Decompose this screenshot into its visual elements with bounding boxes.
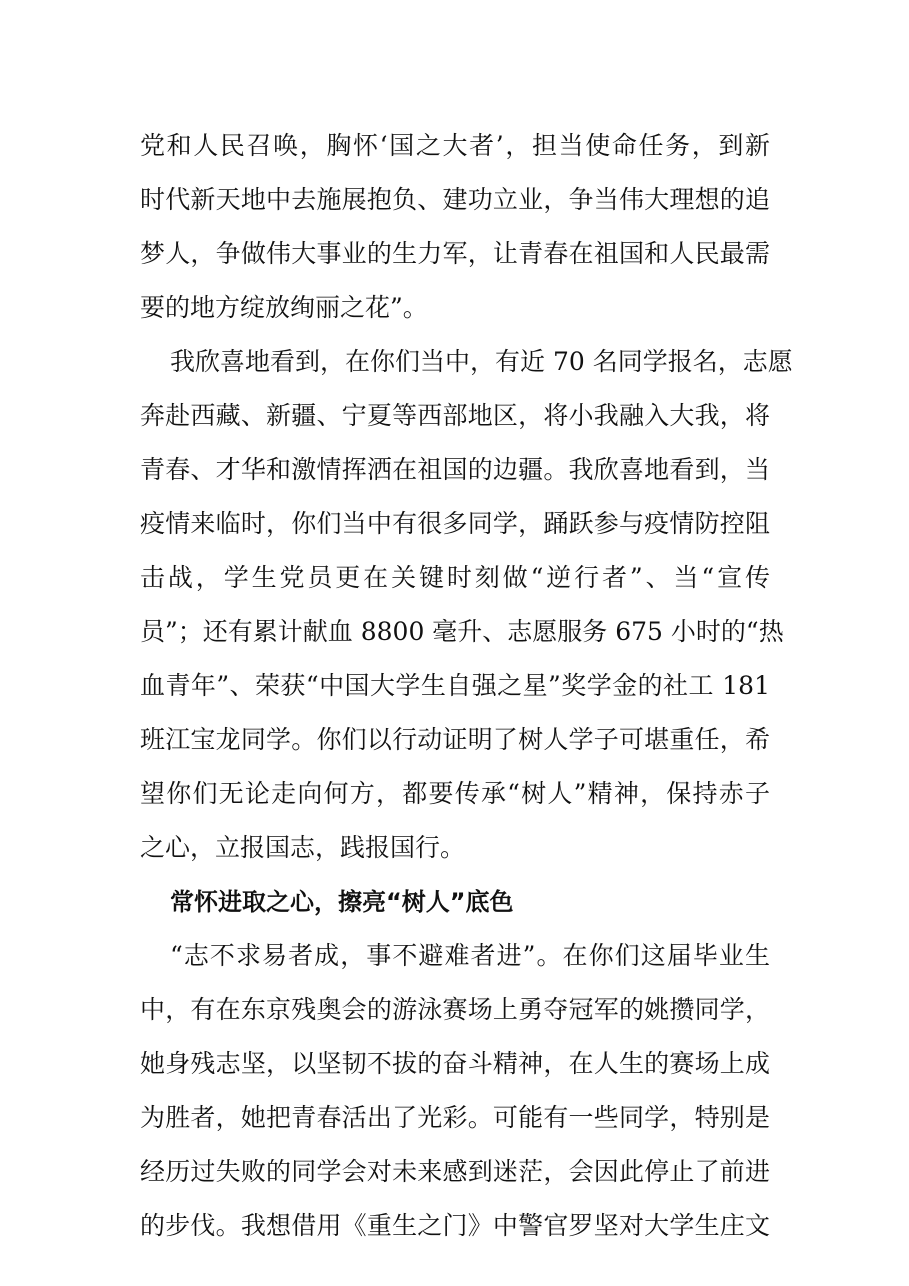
paragraph-3-line-1: “志不求易者成，事不避难者进”。在你们这届毕业生 <box>170 941 770 970</box>
paragraph-2-line-3: 青春、才华和激情挥洒在祖国的边疆。我欣喜地看到，当 <box>140 455 770 484</box>
paragraph-2-line-1: 我欣喜地看到，在你们当中，有近 70 名同学报名，志愿 <box>170 347 793 376</box>
paragraph-2-line-10: 之心，立报国志，践报国行。 <box>140 833 466 862</box>
paragraph-2-line-9: 望你们无论走向何方，都要传承“树人”精神，保持赤子 <box>140 779 770 808</box>
paragraph-2-line-7: 血青年”、荣获“中国大学生自强之星”奖学金的社工 181 <box>140 671 770 700</box>
paragraph-2-line-8: 班江宝龙同学。你们以行动证明了树人学子可堪重任，希 <box>140 725 770 754</box>
paragraph-3-line-6: 的步伐。我想借用《重生之门》中警官罗坚对大学生庄文 <box>140 1211 770 1240</box>
paragraph-3-line-5: 经历过失败的同学会对未来感到迷茫，会因此停止了前进 <box>140 1157 770 1186</box>
paragraph-2-line-4: 疫情来临时，你们当中有很多同学，踊跃参与疫情防控阻 <box>140 509 770 538</box>
paragraph-1-line-4: 要的地方绽放绚丽之花”。 <box>140 293 428 322</box>
section-heading: 常怀进取之心，擦亮“树人”底色 <box>170 888 514 916</box>
paragraph-3-line-3: 她身残志坚，以坚韧不拔的奋斗精神，在人生的赛场上成 <box>140 1049 770 1078</box>
paragraph-1-line-2: 时代新天地中去施展抱负、建功立业，争当伟大理想的追 <box>140 185 770 214</box>
paragraph-3-line-4: 为胜者，她把青春活出了光彩。可能有一些同学，特别是 <box>140 1103 770 1132</box>
paragraph-2-line-5: 击战，学生党员更在关键时刻做“逆行者”、当“宣传 <box>140 563 770 592</box>
paragraph-1-line-1: 党和人民召唤，胸怀‘国之大者’，担当使命任务，到新 <box>140 131 770 160</box>
paragraph-3-line-2: 中，有在东京残奥会的游泳赛场上勇夺冠军的姚攒同学， <box>140 995 770 1024</box>
paragraph-2-line-2: 奔赴西藏、新疆、宁夏等西部地区，将小我融入大我，将 <box>140 401 770 430</box>
paragraph-1-line-3: 梦人，争做伟大事业的生力军，让青春在祖国和人民最需 <box>140 239 770 268</box>
paragraph-2-line-6: 员”；还有累计献血 8800 毫升、志愿服务 675 小时的“热 <box>140 617 784 646</box>
